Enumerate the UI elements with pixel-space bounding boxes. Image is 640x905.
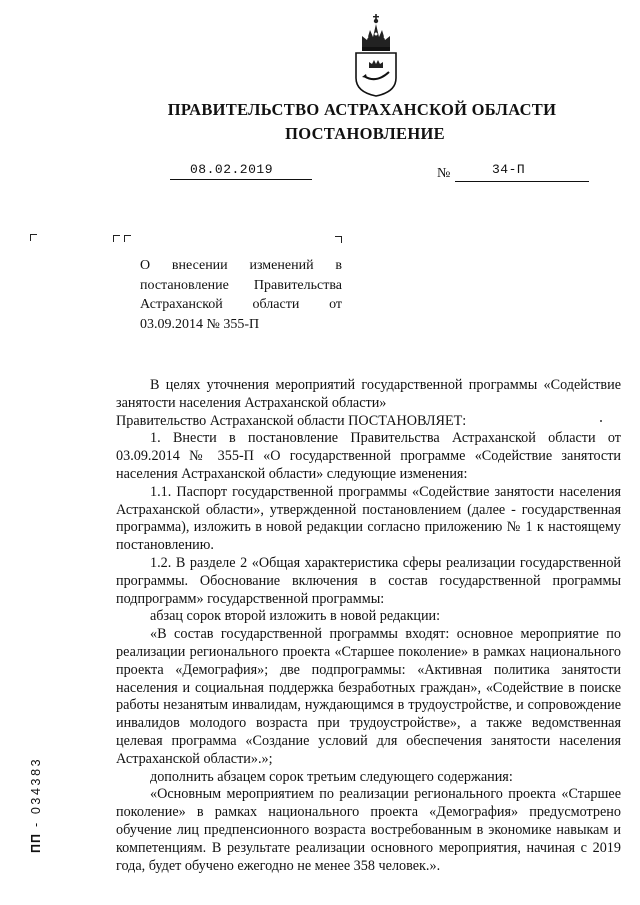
body-paragraph: В целях уточнения мероприятий государственной программы «Содействие занятости населения Астраханской области» xyxy=(116,377,621,411)
form-serial-number xyxy=(29,733,43,853)
coat-of-arms-emblem xyxy=(348,6,404,98)
body-paragraph: «В состав государственной программы входят: основное мероприятие по реализации регионального проекта «Старшее поколение» в рамках национального проекта «Демография»; две подпрограммы: «Активная политика занятости населения и социальная поддержка безработных граждан», «Содействие в поиске работы незанятым инвалидам, нуждающимся в трудоустройстве, и сопровождение инвалидов молодого возраста при трудоустройстве», а также ведомственная целевая программа «Создание условий для обеспечения занятости населения Астраханской области».»; xyxy=(116,626,621,767)
body-paragraph: 1.1. Паспорт государственной программы «Содействие занятости населения Астраханской области», утвержденной постановлением (далее - государственная программа), изложить в новой редакции согласно приложению № 1 к настоящему постановлению. xyxy=(116,483,621,554)
document-type-title: ПОСТАНОВЛЕНИЕ xyxy=(285,124,445,143)
document-number: 34-П xyxy=(492,162,526,177)
serial-prefix: ПП xyxy=(29,833,43,853)
body-paragraph: абзац сорок второй изложить в новой редакции: xyxy=(150,608,441,625)
corner-mark xyxy=(30,234,37,241)
document-subject: О внесении изменений в постановление Правительства Астраханской области от 03.09.2014 № 355-П xyxy=(140,258,342,332)
serial-number: - 034383 xyxy=(29,756,43,827)
government-title: ПРАВИТЕЛЬСТВО АСТРАХАНСКОЙ ОБЛАСТИ xyxy=(167,100,557,119)
date-underline xyxy=(170,179,312,180)
body-paragraph: дополнить абзацем сорок третьим следующего содержания: xyxy=(150,768,513,785)
number-label: № xyxy=(437,166,451,181)
body-paragraph: Правительство Астраханской области ПОСТАНОВЛЯЕТ: xyxy=(116,412,467,429)
number-underline xyxy=(455,181,589,182)
corner-mark xyxy=(113,235,120,242)
body-paragraph: 1.2. В разделе 2 «Общая характеристика сферы реализации государственной программы. Обоснование включения в состав государственной программы подпрограмм» государственной программы: xyxy=(116,554,621,607)
body-paragraph: «Основным мероприятием по реализации регионального проекта «Старшее поколение» в рамках национального проекта «Демография» предусмотрено обучение лиц предпенсионного возраста востребованным в экономике навыкам и компетенциям. В результате реализации основного мероприятия, начиная с 2019 года, будет обучено ежегодно не менее 358 человек.». xyxy=(116,786,621,874)
body-paragraph: 1. Внести в постановление Правительства Астраханской области от 03.09.2014 № 355-П «О государственной программе «Содействие занятости населения Астраханской области» следующие изменения: xyxy=(116,430,621,482)
document-date: 08.02.2019 xyxy=(190,162,274,177)
document-body xyxy=(116,377,621,875)
corner-mark xyxy=(124,235,131,242)
corner-mark xyxy=(335,236,342,243)
